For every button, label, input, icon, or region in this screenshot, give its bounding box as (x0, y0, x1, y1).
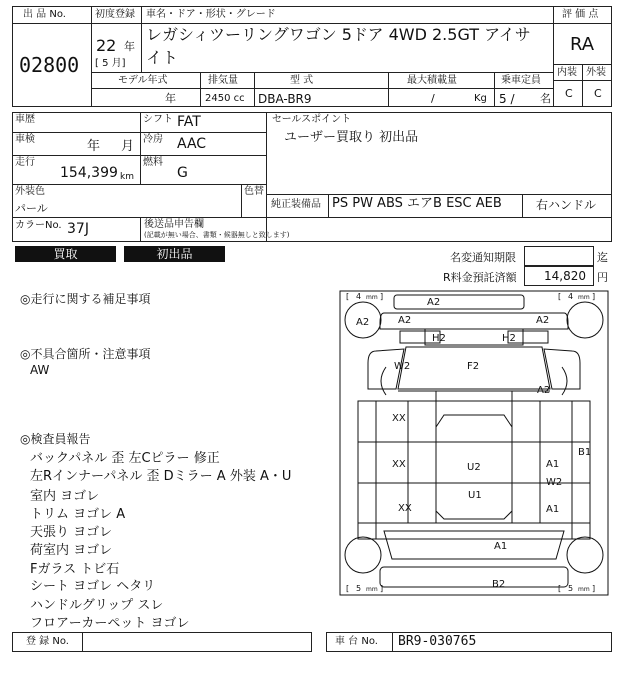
mark-hood: F2 (467, 361, 480, 372)
damage-diagram (336, 287, 612, 599)
svg-text:[: [ (558, 584, 562, 593)
wheel-fr (567, 302, 603, 338)
type-label: 型 式 (290, 75, 314, 86)
mark-bumper-right: A2 (536, 315, 550, 326)
color-no-value: 37J (67, 221, 89, 237)
max-load-sep: / (431, 92, 435, 105)
inspector-title: ◎検査員報告 (20, 432, 91, 446)
tyre-fr: 4 (568, 292, 574, 301)
interior-label: 内装 (557, 67, 577, 78)
mark-left-rear-door: XX (392, 459, 406, 470)
svg-text:]: ] (380, 292, 384, 301)
max-load-unit: Kg (474, 93, 487, 104)
mark-right-pillar: B1 (578, 447, 592, 458)
inspection-month-unit: 月 (121, 139, 135, 154)
mark-headlight-left: H2 (432, 333, 446, 344)
ac-value: AAC (177, 136, 207, 152)
name-change-label: 名変通知期限 (450, 251, 516, 264)
wheel-rr (567, 537, 603, 573)
fender-arch-left (381, 367, 386, 395)
score-value: RA (570, 34, 595, 55)
report-line: シート ヨゴレ ヘタリ (30, 579, 156, 594)
tyre-fl: 4 (356, 292, 362, 301)
aftermarket-note: (記載が無い場合、書類・候器無しと致します) (144, 231, 290, 239)
mark-right-front-door: A1 (546, 459, 560, 470)
report-line: フロアーカーペット ヨゴレ (30, 616, 190, 631)
svg-text:]: ] (592, 584, 596, 593)
mark-left-tyre: A2 (356, 317, 370, 328)
supplement-title: ◎走行に関する補足事項 (20, 292, 151, 306)
report-line: 左Rインナーパネル 歪 Dミラー A 外装 A・U (30, 469, 292, 484)
capacity-value: 5 / (499, 92, 515, 106)
mileage-label: 走行 (15, 157, 35, 168)
inspection-label: 車検 (15, 134, 35, 145)
report-line: 荷室内 ヨゴレ (30, 543, 113, 558)
tyre-rr: 5 (568, 584, 574, 593)
report-line: 天張り ヨゴレ (30, 525, 113, 540)
mark-left-quarter: XX (398, 503, 412, 514)
tyre-unit: mm (366, 294, 378, 301)
exterior-color-label: 外装色 (15, 186, 45, 197)
sales-point-text: ユーザー買取り 初出品 (284, 130, 419, 145)
color-no-label: カラーNo. (15, 220, 62, 231)
exterior-label: 外装 (586, 67, 606, 78)
left-glass (408, 401, 436, 523)
report-line: バックパネル 歪 左Cピラー 修正 (30, 451, 220, 466)
tyre-rl: 5 (356, 584, 362, 593)
chassis-label: 車 台 No. (335, 636, 378, 647)
right-glass (512, 401, 540, 523)
mark-right-window: W2 (546, 477, 563, 488)
interior-grade: C (565, 87, 573, 100)
first-reg-label: 初度登録 (95, 9, 135, 20)
first-reg-month: [ 5 月] (95, 58, 126, 69)
shift-label: シフト (143, 114, 173, 125)
handle-value: 右ハンドル (536, 198, 597, 212)
exterior-grade: C (594, 87, 602, 100)
exterior-color-value: パール (15, 202, 48, 215)
score-label: 評 価 点 (562, 9, 599, 20)
recycle-value: 14,820 (544, 269, 586, 283)
report-line: 室内 ヨゴレ (30, 489, 100, 504)
mark-rear-glass: A1 (494, 541, 508, 552)
svg-text:[: [ (346, 584, 350, 593)
wheel-rl (345, 537, 381, 573)
mark-headlight-right: H2 (502, 333, 516, 344)
capacity-label: 乗車定員 (501, 75, 541, 86)
defects-text: AW (30, 363, 50, 377)
svg-text:]: ] (380, 584, 384, 593)
first-reg-year: 22 (96, 36, 117, 55)
name-change-box (524, 246, 594, 266)
tyre-unit: mm (578, 586, 590, 593)
shift-value: FAT (177, 114, 201, 130)
max-load-label: 最大積載量 (407, 75, 457, 86)
displacement-label: 排気量 (208, 75, 238, 86)
tyre-unit: mm (366, 586, 378, 593)
fuel-value: G (177, 165, 188, 181)
ac-label: 冷房 (143, 134, 163, 145)
inspection-year-unit: 年 (87, 139, 101, 154)
mileage-unit: km (120, 172, 134, 182)
model-year-unit: 年 (165, 92, 176, 105)
year-unit: 年 (124, 40, 135, 53)
fender-right (544, 349, 580, 389)
report-line: Fガラス トビ石 (30, 562, 120, 577)
rear-bumper (380, 567, 568, 587)
chassis-value: BR9-030765 (398, 634, 477, 649)
mark-roof-rear: U1 (468, 490, 482, 501)
name-change-unit: 迄 (597, 251, 608, 264)
report-line: ハンドルグリップ スレ (30, 598, 164, 613)
tag-kaitori: 買取 (15, 246, 116, 262)
model-year-label: モデル年式 (118, 75, 168, 86)
capacity-unit: 名 (540, 92, 551, 105)
type-value: DBA-BR9 (258, 92, 312, 106)
report-line: トリム ヨゴレ A (30, 507, 126, 522)
fuel-label: 燃料 (143, 157, 163, 168)
svg-text:[: [ (558, 292, 562, 301)
mark-front-top: A2 (427, 297, 441, 308)
mark-left-fender: W2 (394, 361, 411, 372)
lot-number: 02800 (19, 53, 80, 77)
displacement-value: 2450 cc (205, 93, 245, 104)
history-label: 車歴 (15, 114, 35, 125)
tag-first-listing: 初出品 (124, 246, 225, 262)
car-name-line1: レガシィツーリングワゴン 5ドア 4WD 2.5GT アイサ (146, 25, 531, 44)
car-name-label: 車名・ドア・形状・グレード (146, 9, 276, 20)
fender-arch-right (562, 367, 567, 395)
lot-label: 出 品 No. (23, 9, 66, 20)
sales-point-label: セールスポイント (272, 114, 352, 125)
mark-right-fender: A2 (537, 385, 551, 396)
aftermarket-label: 後送品申告欄 (144, 219, 204, 230)
svg-text:[: [ (346, 292, 350, 301)
car-name-line2: イト (146, 48, 179, 67)
svg-text:]: ] (592, 292, 596, 301)
tyre-unit: mm (578, 294, 590, 301)
equipment-value: PS PW ABS エアB ESC AEB (332, 196, 502, 211)
mark-left-front-door: XX (392, 413, 406, 424)
repaint-label: 色替 (244, 186, 264, 197)
recycle-unit: 円 (597, 271, 608, 284)
equipment-label: 純正装備品 (271, 199, 321, 210)
mileage-value: 154,399 (60, 165, 118, 181)
mark-bumper-left: A2 (398, 315, 412, 326)
mark-rear-bumper: B2 (492, 579, 506, 590)
defects-title: ◎不具合箇所・注意事項 (20, 347, 151, 361)
recycle-label: R料金預託済額 (443, 271, 517, 284)
mark-right-quarter: A1 (546, 504, 560, 515)
rear-glass (384, 531, 564, 559)
front-grille (394, 295, 524, 309)
mark-roof-front: U2 (467, 462, 481, 473)
reg-no-label: 登 録 No. (26, 636, 69, 647)
